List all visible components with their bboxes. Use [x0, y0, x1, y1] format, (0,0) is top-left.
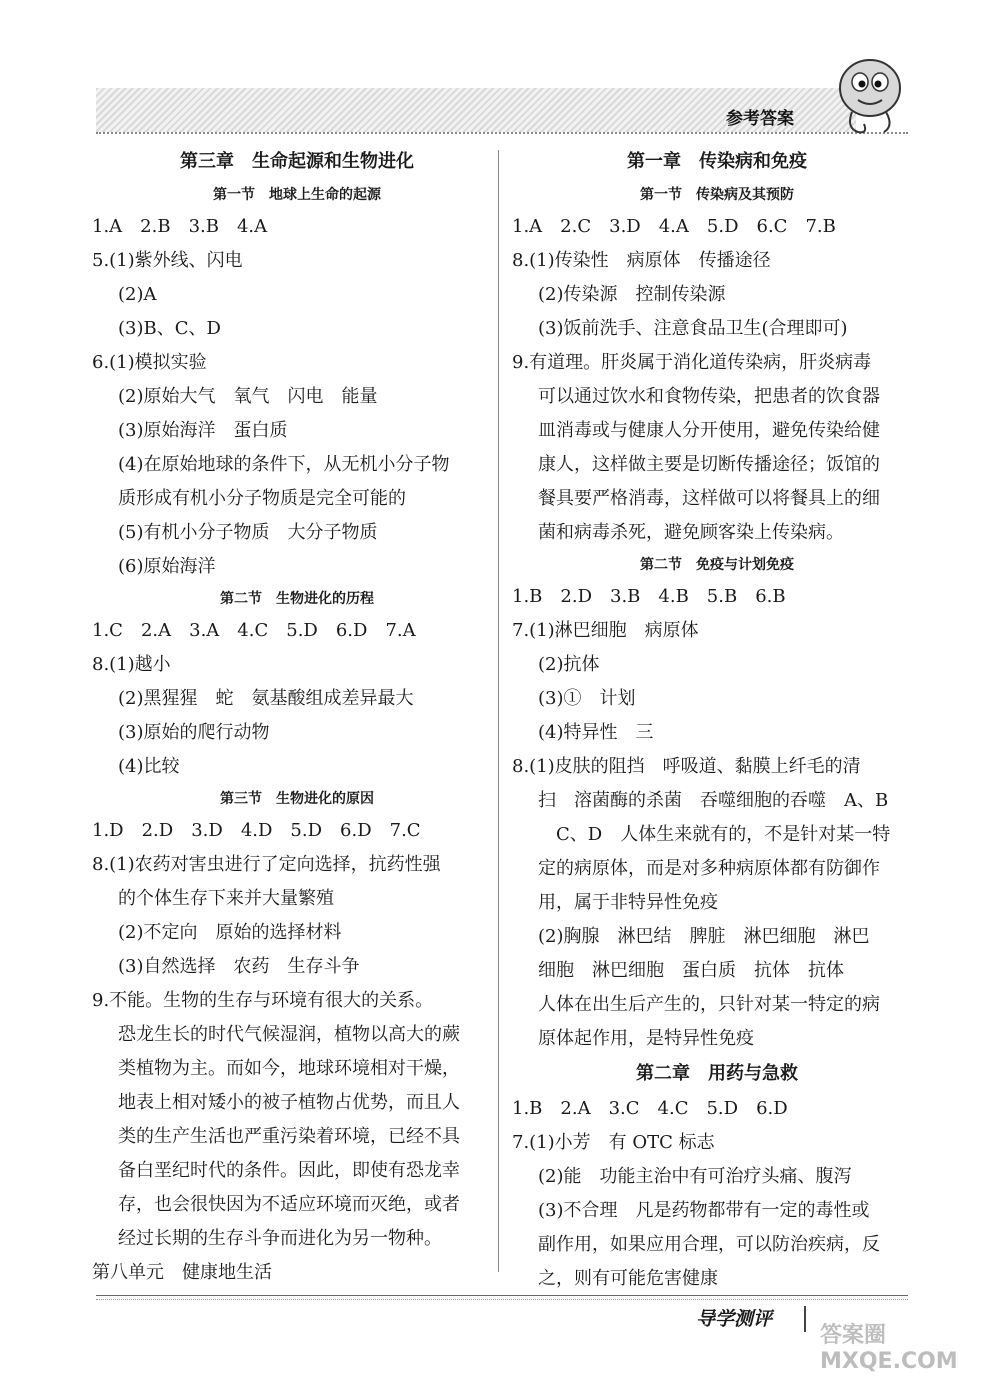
answer-line: 皿消毒或与健康人分开使用，避免传染给健: [538, 420, 880, 441]
answer-line: 1.A 2.C 3.D 4.A 5.D 6.C 7.B: [512, 216, 836, 237]
answer-line: 康人，这样做主要是切断传播途径；饭馆的: [538, 454, 880, 475]
chapter-heading: 第三章 生命起源和生物进化: [180, 151, 414, 172]
answer-line: (4)比较: [118, 756, 180, 777]
answer-line: 7.(1)淋巴细胞 病原体: [512, 620, 699, 641]
chapter-heading: 第一章 传染病和免疫: [627, 151, 807, 172]
answer-line: 经过长期的生存斗争而进化为另一物种。: [118, 1228, 442, 1249]
answer-line: 5.(1)紫外线、闪电: [92, 250, 243, 271]
answer-line: (2)胸腺 淋巴结 脾脏 淋巴细胞 淋巴: [538, 926, 870, 947]
answer-line: 的个体生存下来并大量繁殖: [118, 888, 334, 909]
answer-line: 原体起作用，是特异性免疫: [538, 1028, 754, 1049]
chapter-heading: 第二章 用药与急救: [636, 1063, 798, 1084]
answer-line: 备白垩纪时代的条件。因此，即使有恐龙幸: [118, 1160, 460, 1181]
answer-line: 第八单元 健康地生活: [92, 1262, 272, 1283]
answer-line: 1.A 2.B 3.B 4.A: [92, 216, 268, 237]
answer-line: (2)原始大气 氧气 闪电 能量: [118, 386, 378, 407]
answer-line: 副作用，如果应用合理，可以防治疾病，反: [538, 1234, 880, 1255]
answer-line: (2)黑猩猩 蛇 氨基酸组成差异最大: [118, 688, 414, 709]
right-column: [512, 144, 922, 1296]
answer-line: 1.D 2.D 3.D 4.D 5.D 6.D 7.C: [92, 820, 421, 841]
answer-line: 9.有道理。肝炎属于消化道传染病，肝炎病毒: [512, 352, 872, 373]
answer-line: (2)抗体: [538, 654, 600, 675]
answer-line: (3)饭前洗手、注意食品卫生(合理即可): [538, 318, 848, 339]
answer-line: (5)有机小分子物质 大分子物质: [118, 522, 378, 543]
answer-line: (3)原始的爬行动物: [118, 722, 270, 743]
answer-line: 地表上相对矮小的被子植物占优势，而且人: [118, 1092, 460, 1113]
footer-title: 导学测评: [696, 1308, 773, 1330]
answer-line: 8.(1)农药对害虫进行了定向选择，抗药性强: [92, 854, 441, 875]
answer-line: 人体在出生后产生的，只针对某一特定的病: [538, 994, 880, 1015]
answer-line: 9.不能。生物的生存与环境有很大的关系。: [92, 990, 434, 1011]
answer-line: 用，属于非特异性免疫: [538, 892, 718, 913]
section-heading: 第一节 传染病及其预防: [640, 187, 794, 203]
answer-line: 6.(1)模拟实验: [92, 352, 207, 373]
answer-line: 8.(1)皮肤的阻挡 呼吸道、黏膜上纤毛的清: [512, 756, 861, 777]
header-divider: [96, 132, 908, 134]
answer-line: (2)传染源 控制传染源: [538, 284, 726, 305]
answer-line: (3)不合理 凡是药物都带有一定的毒性或: [538, 1200, 870, 1221]
answer-line: (3)① 计划: [538, 688, 636, 709]
answer-line: (2)A: [118, 284, 157, 305]
answer-line: (2)能 功能主治中有可治疗头痛、腹泻: [538, 1166, 852, 1187]
answer-line: (6)原始海洋: [118, 556, 216, 577]
answer-line: 菌和病毒杀死，避免顾客染上传染病。: [538, 522, 844, 543]
section-heading: 第一节 地球上生命的起源: [213, 187, 381, 203]
section-heading: 第三节 生物进化的原因: [220, 791, 374, 807]
answer-line: C、D 人体生来就有的，不是针对某一特: [538, 824, 891, 845]
answer-line: 餐具要严格消毒，这样做可以将餐具上的细: [538, 488, 880, 509]
left-column: [92, 144, 502, 1290]
answer-line: (3)B、C、D: [118, 318, 221, 339]
mascot-icon: [828, 48, 910, 142]
watermark: 答案圈 MXQE.COM: [820, 1323, 958, 1374]
answer-line: 类植物为主。而如今，地球环境相对干燥，: [118, 1058, 460, 1079]
answer-line: 存，也会很快因为不适应环境而灭绝，或者: [118, 1194, 460, 1215]
answer-line: 细胞 淋巴细胞 蛋白质 抗体 抗体: [538, 960, 844, 981]
answer-line: 1.B 2.D 3.B 4.B 5.B 6.B: [512, 586, 786, 607]
footer-separator: [804, 1306, 806, 1332]
answer-line: (3)自然选择 农药 生存斗争: [118, 956, 360, 977]
section-heading: 第二节 免疫与计划免疫: [640, 557, 794, 573]
footer-rule-dotted: [96, 1299, 908, 1300]
answer-line: 1.B 2.A 3.C 4.C 5.D 6.D: [512, 1098, 788, 1119]
answer-line: 8.(1)传染性 病原体 传播途径: [512, 250, 771, 271]
answer-line: 质形成有机小分子物质是完全可能的: [118, 488, 406, 509]
answer-line: 1.C 2.A 3.A 4.C 5.D 6.D 7.A: [92, 620, 416, 641]
footer-rule: [96, 1295, 908, 1296]
section-heading: 第二节 生物进化的历程: [220, 591, 374, 607]
column-divider: [498, 150, 499, 1272]
answer-line: (2)不定向 原始的选择材料: [118, 922, 342, 943]
answer-line: 扫 溶菌酶的杀菌 吞噬细胞的吞噬 A、B: [538, 790, 889, 811]
header-title: 参考答案: [726, 109, 794, 129]
answer-line: 定的病原体，而是对多种病原体都有防御作: [538, 858, 880, 879]
answer-line: (4)特异性 三: [538, 722, 654, 743]
answer-line: 可以通过饮水和食物传染，把患者的饮食器: [538, 386, 880, 407]
answer-line: 7.(1)小芳 有 OTC 标志: [512, 1132, 715, 1153]
answer-line: 之，则有可能危害健康: [538, 1268, 718, 1289]
answer-line: (3)原始海洋 蛋白质: [118, 420, 288, 441]
answer-line: 类的生产生活也严重污染着环境，已经不具: [118, 1126, 460, 1147]
answer-line: (4)在原始地球的条件下，从无机小分子物: [118, 454, 450, 475]
answer-line: 8.(1)越小: [92, 654, 171, 675]
answer-line: 恐龙生长的时代气候湿润，植物以高大的蕨: [118, 1024, 460, 1045]
